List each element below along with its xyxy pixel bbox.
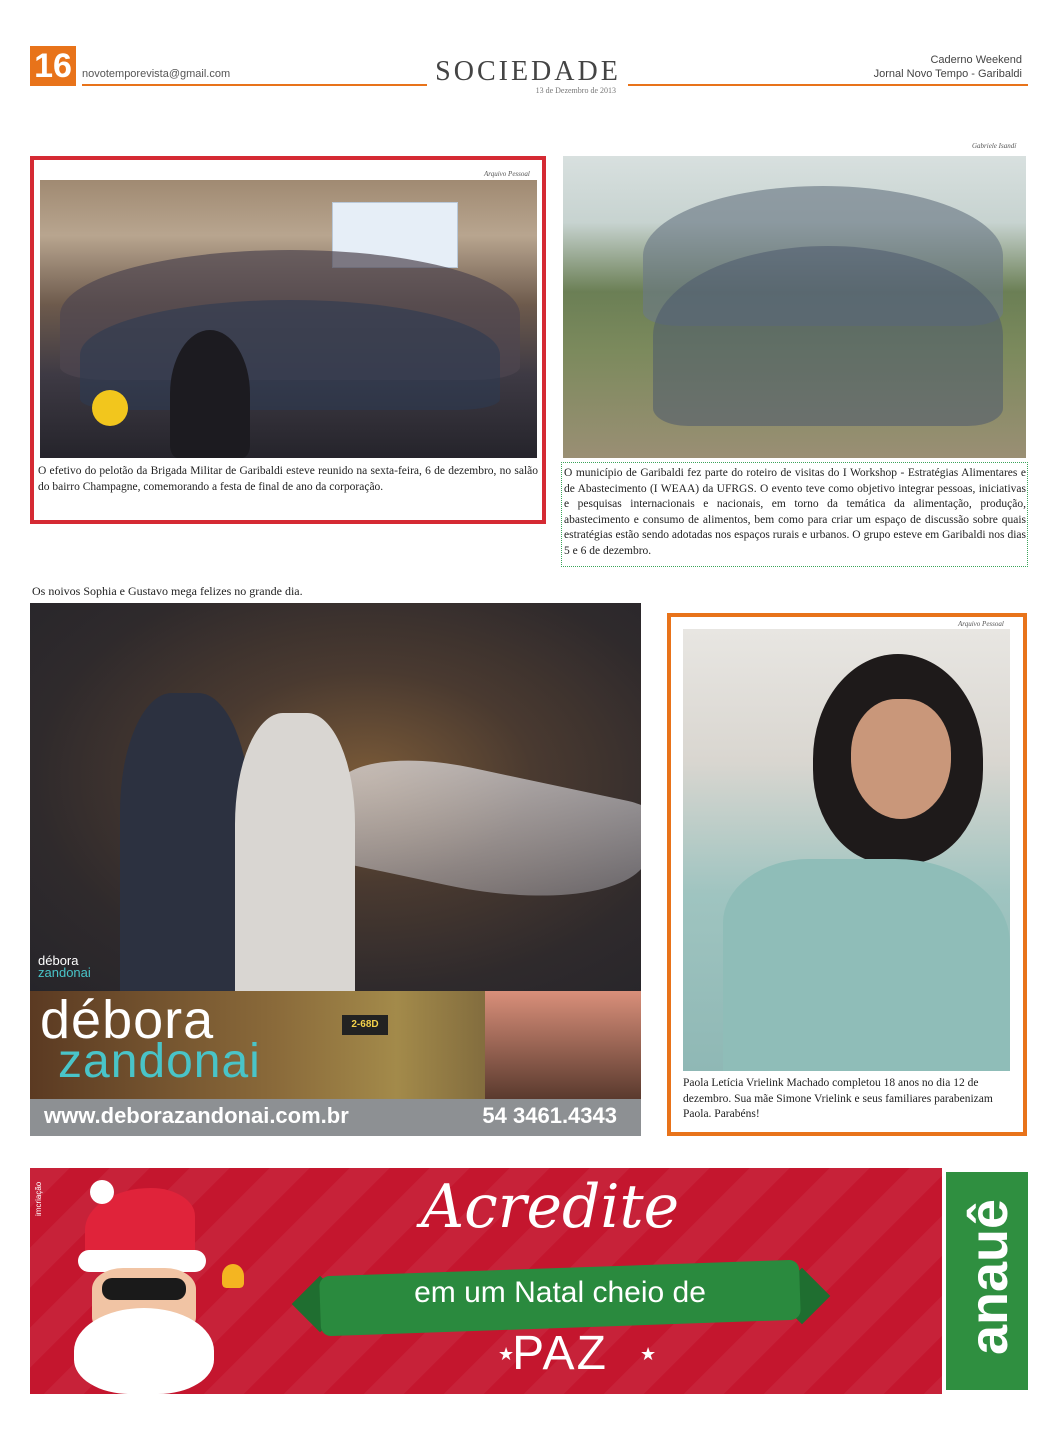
workshop-group-lower [653, 246, 1003, 426]
edition-line-1: Caderno Weekend [930, 54, 1022, 66]
debora-zandonai-ad [30, 991, 641, 1136]
brigada-photo-credit: Arquivo Pessoal [484, 170, 530, 178]
santa-hat-pompom [90, 1180, 114, 1204]
bell-icon [222, 1264, 244, 1288]
header-rule-right [628, 84, 1028, 86]
paola-caption: Paola Letícia Vrielink Machado completou 18 anos no dia 12 de dezembro. Sua mãe Simone Vrielink e seus familiares parabenizam Paola. Parabéns! [683, 1077, 993, 1120]
ad-headline: Acredite [420, 1172, 680, 1242]
contact-email: novotemporevista@gmail.com [82, 68, 231, 80]
sunflower-decoration [92, 390, 128, 426]
anaue-logo: anauê [959, 1198, 1019, 1356]
paola-photo [683, 629, 1010, 1071]
groom-figure [120, 693, 250, 991]
star-icon: ★ [498, 1344, 515, 1365]
ad-highlight-word: PAZ [512, 1327, 608, 1380]
christmas-ad [30, 1168, 1028, 1394]
ad-brand-line-1: débora [40, 991, 215, 1050]
wedding-photo [30, 603, 641, 991]
ad-contact-bar [30, 1099, 641, 1136]
wedding-caption: Os noivos Sophia e Gustavo mega felizes no grande dia. [32, 584, 303, 598]
brigada-front-row [80, 300, 500, 410]
edition-line-2: Jornal Novo Tempo - Garibaldi [873, 68, 1022, 80]
paola-shirt [723, 859, 1010, 1071]
workshop-group-photo [563, 156, 1026, 458]
ad-phone: 54 3461.4343 [482, 1103, 617, 1128]
issue-date: 13 de Dezembro de 2013 [535, 86, 616, 95]
paola-face [851, 699, 951, 819]
section-title: SOCIEDADE [435, 56, 621, 87]
workshop-caption: O município de Garibaldi fez parte do roteiro de visitas do I Workshop - Estratégias Alimentares e de Abastecimento (I WEAA) da UFRGS. O evento teve como objetivo integrar pessoas, iniciativas e pesquisas internacionais e nacionais, em torno da temática da alimentação, produção, abastecimento e consumo de alimentos, bem como para criar um espaço de discussão sobre quais estratégias estão sendo adotadas nos espaços rurais e urbanos. O grupo esteve em Garibaldi nos dias 5 e 6 de dezembro. [564, 467, 1026, 557]
ad-subheadline: em um Natal cheio de [414, 1276, 706, 1309]
header-rule-left [82, 84, 427, 86]
agency-credit: imcriação [34, 1181, 43, 1216]
brigada-photo [40, 180, 537, 458]
bride-veil [321, 741, 641, 925]
workshop-photo-credit: Gabriele Isandí [972, 142, 1017, 150]
anaue-brand-panel [942, 1168, 1028, 1394]
santa-sunglasses [102, 1278, 186, 1300]
santa-beard [74, 1308, 214, 1394]
ad-railway-sign: 2-68D [342, 1015, 388, 1035]
brigada-caption: O efetivo do pelotão da Brigada Militar de Garibaldi esteve reunido na sexta-feira, 6 de dezembro, no salão do bairro Champagne, comemorando a festa de final de ano da corporação. [38, 465, 538, 493]
star-icon: ★ [640, 1344, 657, 1365]
bride-figure [235, 713, 355, 991]
brigada-woman-back [170, 330, 250, 458]
ad-couple-image [485, 991, 641, 1099]
photographer-watermark: débora zandonai [38, 953, 91, 980]
ad-brand-line-2: zandonai [58, 1035, 261, 1088]
ad-website[interactable]: www.deborazandonai.com.br [44, 1103, 349, 1128]
page-number: 16 [30, 46, 76, 86]
paola-photo-credit: Arquivo Pessoal [958, 620, 1004, 628]
